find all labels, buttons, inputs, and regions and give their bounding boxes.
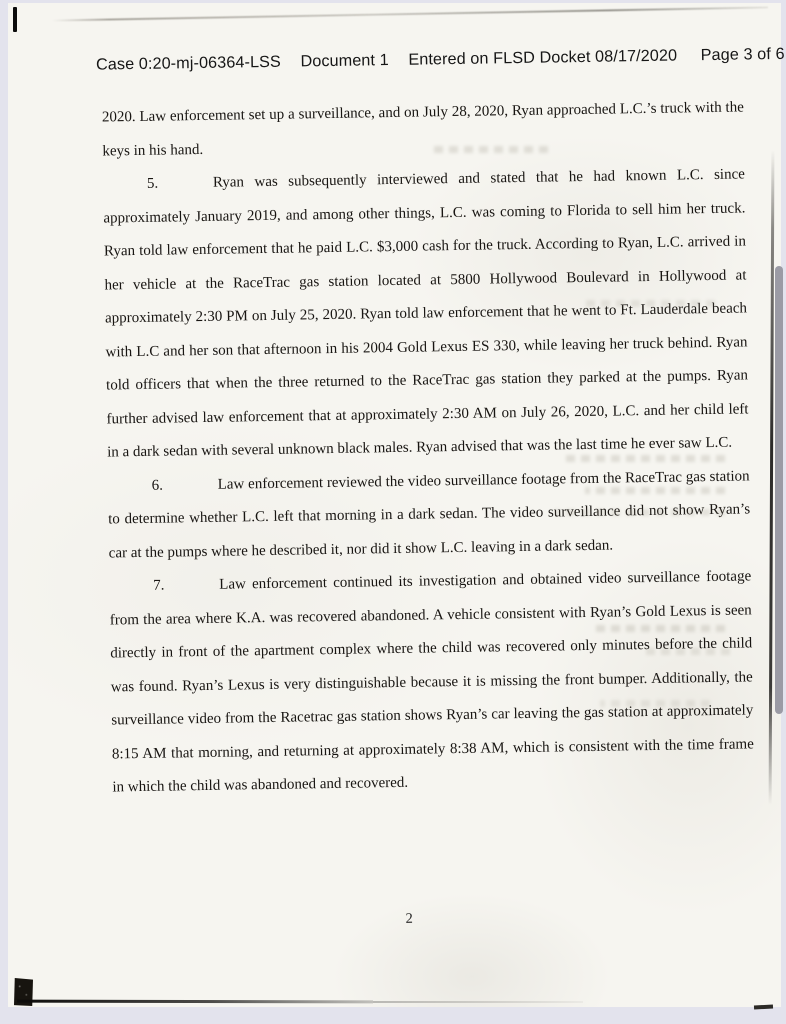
paragraph-text: Law enforcement reviewed the video surveillance footage from the RaceTrac gas station to determine whether L.C. left that morning in a dark sedan. The video surveillance did not show Ryan’s car at the pumps where he described it, nor did it show L.C. leaving in a dark sedan. bbox=[108, 467, 751, 561]
paragraph-text: 2020. Law enforcement set up a surveillance, and on July 28, 2020, Ryan approached L.C.’s truck with the keys in his hand. bbox=[101, 99, 744, 160]
document-body bbox=[102, 91, 755, 804]
header-page-label: Page 3 of 6 bbox=[700, 44, 785, 65]
paragraph-number: 6. bbox=[151, 477, 164, 494]
header-document-label: Document 1 bbox=[300, 51, 389, 71]
paragraph-number: 5. bbox=[146, 175, 159, 192]
paragraph-6 bbox=[107, 460, 750, 571]
cmecf-header bbox=[96, 45, 785, 75]
header-entered-label: Entered on FLSD Docket 08/17/2020 bbox=[408, 46, 678, 69]
paragraph-number: 7. bbox=[153, 577, 165, 594]
paragraph-7 bbox=[109, 560, 755, 805]
header-case-number: Case 0:20-mj-06364-LSS bbox=[95, 52, 282, 74]
paragraph-continuation bbox=[102, 91, 745, 168]
page-number: 2 bbox=[405, 910, 413, 927]
scanned-page bbox=[8, 3, 785, 1007]
paragraph-text: Ryan was subsequently interviewed and stated that he had known L.C. since approximately January 2019, and among other things, L.C. was coming to Florida to sell him her truck. Ryan told law enforcement that he paid L.C. $3,000 cash for the truck. According to Ryan, L.C. arrived in her vehicle at the RaceTrac gas station located at 5800 Hollywood Boulevard in Hollywood at approximately 2:30 PM on July 25, 2020. Ryan told law enforcement that he went to Ft. Lauderdale beach with L.C and her son that afternoon in his 2004 Gold Lexus ES 330, while leaving her truck behind. Ryan told officers that when the three returned to the RaceTrac gas station they parked at the pumps. Ryan further advised law enforcement that at approximately 2:30 AM on July 26, 2020, L.C. and her child left in a dark sedan with several unknown black males. Ryan advised that was the last time he ever saw L.C. bbox=[103, 166, 749, 461]
paragraph-5 bbox=[103, 158, 750, 470]
scrollbar-thumb[interactable] bbox=[775, 266, 783, 714]
paragraph-text: Law enforcement continued its investigation and obtained video surveillance footage from the area where K.A. was recovered abandoned. A vehicle consistent with Ryan’s Gold Lexus is seen directly in front of the apartment complex where the child was recovered only minutes before the child was found. Ryan’s Lexus is very distinguishable because it is missing the front bumper. Additionally, the surveillance video from the Racetrac gas station shows Ryan’s car leaving the gas station at approximately 8:15 AM that morning, and returning at approximately 8:38 AM, which is consistent with the time frame in which the child was abandoned and recovered. bbox=[109, 568, 754, 796]
